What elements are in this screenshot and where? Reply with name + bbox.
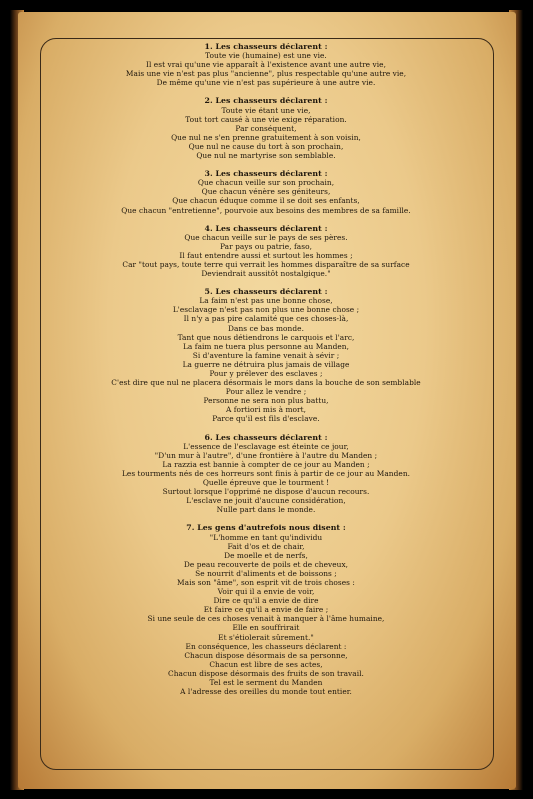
- verse-line: Chacun dispose désormais de sa personne,: [184, 650, 348, 660]
- verse-line: Deviendrait aussitôt nostalgique.": [201, 269, 331, 279]
- verse-line: Et faire ce qu'il a envie de faire ;: [203, 605, 329, 615]
- verse-line: De peau recouverte de poils et de cheveux,: [183, 559, 349, 569]
- verse-line: Chacun dispose désormais des fruits de son travail.: [168, 668, 364, 678]
- verse-line: Se nourrit d'aliments et de boissons ;: [195, 568, 337, 578]
- verse-line: Par pays ou patrie, faso,: [219, 241, 312, 251]
- section-3: [48, 169, 484, 214]
- section-5: [48, 287, 484, 423]
- verse-line: Pour y prélever des esclaves ;: [209, 369, 323, 378]
- verse-line: Dire ce qu'il a envie de dire: [213, 596, 319, 606]
- verse-line: Elle en souffrirait: [232, 623, 300, 633]
- verse-line: Que chacun "entretienne", pourvoie aux besoins des membres de sa famille.: [121, 205, 411, 215]
- section-title: 5. Les chasseurs déclarent :: [204, 287, 328, 297]
- verse-line: Nulle part dans le monde.: [216, 505, 316, 515]
- verse-line: C'est dire que nul ne placera désormais le mors dans la bouche de son semblable: [111, 378, 421, 388]
- verse-line: Si d'aventure la famine venait à sévir ;: [192, 350, 340, 360]
- section-title: 2. Les chasseurs déclarent :: [204, 96, 328, 106]
- verse-line: Et s'étiolerait sûrement.": [218, 632, 314, 642]
- section-6: [48, 433, 484, 515]
- verse-line: Toute vie (humaine) est une vie.: [205, 51, 327, 61]
- verse-line: La faim n'est pas une bonne chose,: [199, 296, 333, 306]
- verse-line: Il est vrai qu'une vie apparaît à l'existence avant une autre vie,: [146, 60, 386, 70]
- verse-line: De même qu'une vie n'est pas supérieure à une autre vie.: [156, 78, 376, 88]
- verse-line: Mais son "âme", son esprit vit de trois choses :: [177, 577, 355, 587]
- section-title: 4. Les chasseurs déclarent :: [204, 223, 328, 233]
- verse-line: A l'adresse des oreilles du monde tout entier.: [180, 687, 352, 697]
- verse-line: Que chacun vénère ses géniteurs,: [201, 187, 331, 197]
- verse-line: Que chacun veille sur le pays de ses pères.: [184, 232, 348, 242]
- verse-line: De moelle et de nerfs,: [224, 550, 308, 560]
- verse-line: Surtout lorsque l'opprimé ne dispose d'aucun recours.: [162, 487, 370, 497]
- verse-line: "L'homme en tant qu'individu: [209, 532, 323, 542]
- verse-line: Tel est le serment du Manden: [209, 678, 323, 687]
- verse-line: Dans ce bas monde.: [228, 323, 304, 333]
- verse-line: Que chacun éduque comme il se doit ses enfants,: [172, 196, 360, 206]
- verse-line: Les tourments nés de ces horreurs sont finis à partir de ce jour au Manden.: [121, 468, 411, 478]
- section-7: [48, 523, 484, 696]
- document-body: [48, 42, 484, 705]
- verse-line: Fait d'os et de chair,: [227, 541, 305, 551]
- verse-line: La guerre ne détruira plus jamais de village: [182, 359, 350, 369]
- verse-line: Voir qui il a envie de voir,: [217, 587, 315, 597]
- verse-line: La faim ne tuera plus personne au Manden,: [182, 341, 350, 351]
- verse-line: La razzia est bannie à compter de ce jour au Manden ;: [162, 459, 370, 469]
- verse-line: Personne ne sera non plus battu,: [203, 396, 329, 406]
- section-4: [48, 224, 484, 279]
- verse-line: Que nul ne martyrise son semblable.: [196, 151, 336, 161]
- verse-line: Mais une vie n'est pas plus "ancienne", plus respectable qu'une autre vie,: [125, 69, 407, 79]
- verse-line: L'esclavage n'est pas non plus une bonne chose ;: [172, 305, 360, 315]
- section-2: [48, 96, 484, 160]
- section-title: 1. Les chasseurs déclarent :: [204, 42, 328, 51]
- verse-line: Que chacun veille sur son prochain,: [197, 178, 335, 188]
- verse-line: L'esclave ne jouit d'aucune considération,: [186, 496, 346, 506]
- verse-line: Que nul ne cause du tort à son prochain,: [188, 141, 344, 151]
- verse-line: Chacun est libre de ses actes,: [209, 659, 323, 669]
- section-1: [48, 42, 484, 87]
- verse-line: Tant que nous détiendrons le carquois et l'arc,: [177, 332, 355, 342]
- section-title: 7. Les gens d'autrefois nous disent :: [186, 523, 346, 533]
- verse-line: A fortiori mis à mort,: [225, 405, 307, 415]
- verse-line: Tout tort causé à une vie exige réparation.: [185, 114, 347, 124]
- verse-line: Par conséquent,: [235, 123, 297, 133]
- verse-line: Pour allez le vendre ;: [225, 387, 307, 397]
- verse-line: Il faut entendre aussi et surtout les hommes ;: [179, 250, 353, 260]
- verse-line: Toute vie étant une vie,: [221, 105, 311, 115]
- section-title: 3. Les chasseurs déclarent :: [204, 169, 328, 179]
- verse-line: Parce qu'il est fils d'esclave.: [212, 414, 320, 424]
- verse-line: Que nul ne s'en prenne gratuitement à son voisin,: [171, 132, 361, 142]
- verse-line: "D'un mur à l'autre", d'une frontière à l'autre du Manden ;: [154, 450, 378, 460]
- section-title: 6. Les chasseurs déclarent :: [204, 432, 328, 442]
- verse-line: Car "tout pays, toute terre qui verrait les hommes disparaître de sa surface: [122, 259, 410, 269]
- verse-line: Il n'y a pas pire calamité que ces choses-là,: [183, 314, 349, 324]
- verse-line: En conséquence, les chasseurs déclarent :: [185, 641, 347, 651]
- verse-line: L'essence de l'esclavage est éteinte ce jour,: [183, 441, 349, 451]
- verse-line: Quelle épreuve que le tourment !: [202, 478, 330, 488]
- verse-line: Si une seule de ces choses venait à manquer à l'âme humaine,: [147, 614, 385, 624]
